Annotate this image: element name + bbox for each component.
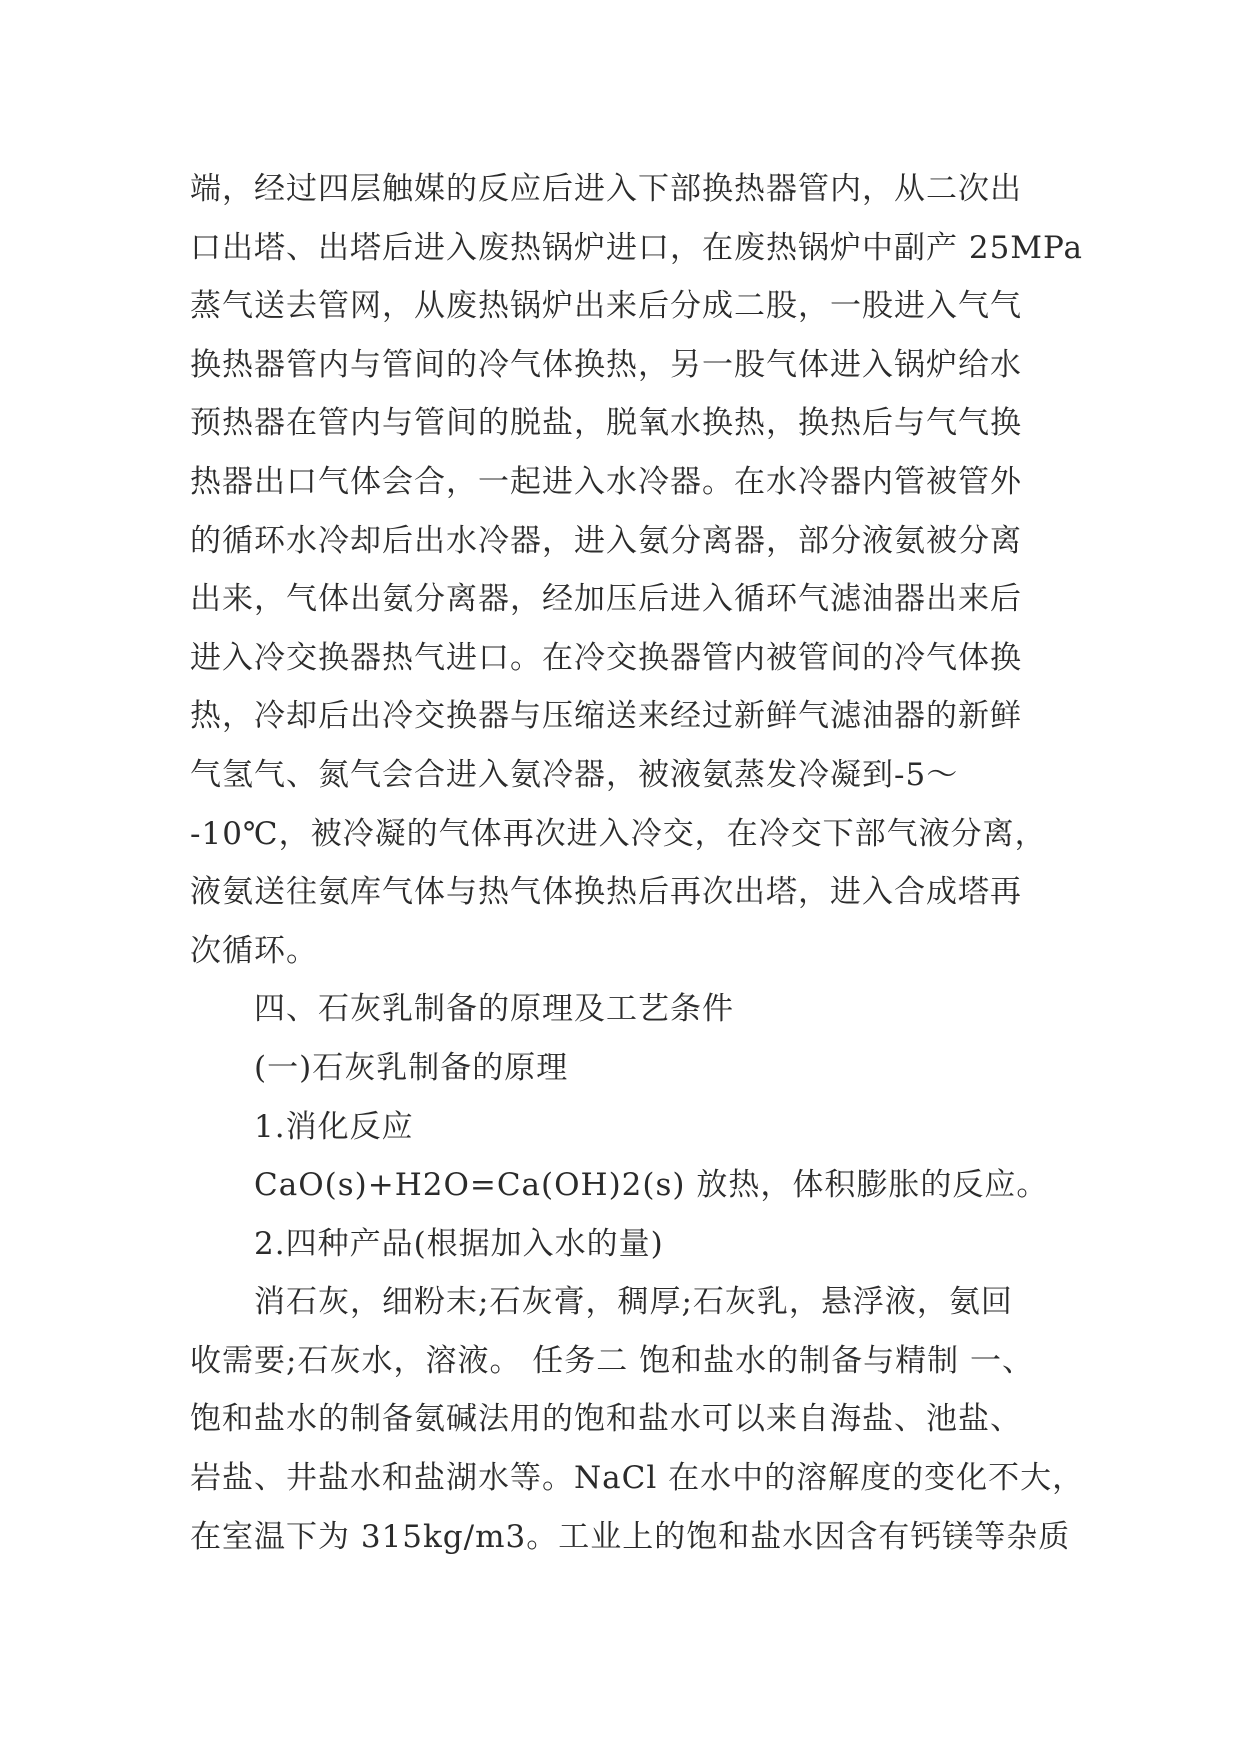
text-line: 在室温下为 315kg/m3。工业上的饱和盐水因含有钙镁等杂质	[190, 1518, 1071, 1555]
text-line: 蒸气送去管网，从废热锅炉出来后分成二股，一股进入气气	[190, 288, 1022, 325]
text-line: 进入冷交换器热气进口。在冷交换器管内被管间的冷气体换	[190, 639, 1022, 676]
text-line: 热器出口气体会合，一起进入水冷器。在水冷器内管被管外	[190, 463, 1022, 500]
text-line: -10℃，被冷凝的气体再次进入冷交，在冷交下部气液分离，	[190, 815, 1047, 852]
section-heading: 四、石灰乳制备的原理及工艺条件	[254, 991, 734, 1028]
text-line: 消石灰，细粉末;石灰膏，稠厚;石灰乳，悬浮液，氨回	[254, 1284, 1013, 1321]
text-line: 的循环水冷却后出水冷器，进入氨分离器，部分液氨被分离	[190, 522, 1022, 559]
text-line: 气氢气、氮气会合进入氨冷器，被液氨蒸发冷凝到-5～	[190, 756, 959, 793]
list-item-heading: 2.四种产品(根据加入水的量)	[254, 1225, 664, 1262]
text-line: 换热器管内与管间的冷气体换热，另一股气体进入锅炉给水	[190, 346, 1022, 383]
text-line: 热，冷却后出冷交换器与压缩送来经过新鲜气滤油器的新鲜	[190, 698, 1022, 735]
body-text	[190, 160, 1085, 1566]
text-line: 收需要;石灰水，溶液。 任务二 饱和盐水的制备与精制 一、	[190, 1342, 1035, 1379]
text-line: 次循环。	[190, 932, 318, 969]
text-line: 预热器在管内与管间的脱盐，脱氧水换热，换热后与气气换	[190, 405, 1022, 442]
subsection-heading: (一)石灰乳制备的原理	[254, 1049, 569, 1086]
list-item-heading: 1.消化反应	[254, 1108, 414, 1145]
chemical-equation: CaO(s)+H2O=Ca(OH)2(s) 放热，体积膨胀的反应。	[254, 1167, 1049, 1204]
text-line: 液氨送往氨库气体与热气体换热后再次出塔，进入合成塔再	[190, 874, 1022, 911]
text-line: 饱和盐水的制备氨碱法用的饱和盐水可以来自海盐、池盐、	[190, 1401, 1022, 1438]
text-line: 出来，气体出氨分离器，经加压后进入循环气滤油器出来后	[190, 581, 1022, 618]
text-line: 口出塔、出塔后进入废热锅炉进口，在废热锅炉中副产 25MPa	[190, 229, 1083, 266]
text-line: 岩盐、井盐水和盐湖水等。NaCl 在水中的溶解度的变化不大，	[190, 1460, 1085, 1497]
text-line: 端，经过四层触媒的反应后进入下部换热器管内，从二次出	[190, 171, 1022, 207]
